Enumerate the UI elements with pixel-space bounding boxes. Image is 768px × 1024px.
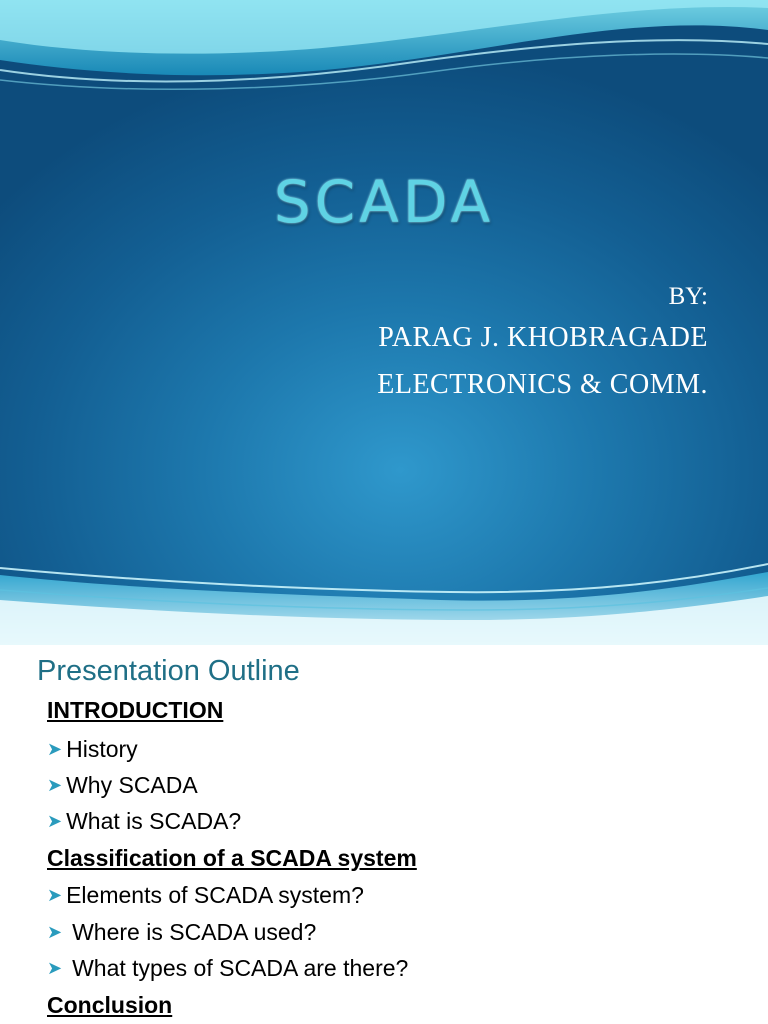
section-heading-classification: Classification of a SCADA system [47, 845, 417, 871]
list-item [47, 808, 241, 835]
arrow-bullet-icon: ➤ [47, 958, 63, 978]
author-department: ELECTRONICS & COMM. [377, 369, 708, 400]
list-item-text: Why SCADA [66, 772, 198, 798]
section-heading-introduction: INTRODUCTION [47, 697, 224, 723]
arrow-bullet-icon: ➤ [47, 885, 63, 905]
list-item [47, 919, 316, 946]
presentation-title: SCADA [273, 168, 495, 236]
list-item-text: What types of SCADA are there? [72, 955, 409, 981]
outline-heading: Presentation Outline [37, 655, 300, 687]
author-name: PARAG J. KHOBRAGADE [378, 322, 708, 353]
list-item [47, 736, 138, 763]
list-item-text: Where is SCADA used? [72, 919, 317, 945]
list-item-text: What is SCADA? [66, 808, 242, 834]
arrow-bullet-icon: ➤ [47, 775, 63, 795]
arrow-bullet-icon: ➤ [47, 922, 63, 942]
list-item [47, 772, 198, 799]
arrow-bullet-icon: ➤ [47, 739, 63, 759]
list-item-text: History [66, 736, 138, 762]
section-heading-conclusion: Conclusion [47, 992, 173, 1018]
arrow-bullet-icon: ➤ [47, 811, 63, 831]
list-item-text: Elements of SCADA system? [66, 882, 364, 908]
by-label: BY: [668, 283, 708, 310]
list-item [47, 882, 364, 909]
list-item [47, 955, 408, 982]
outline-slide [0, 645, 768, 1024]
